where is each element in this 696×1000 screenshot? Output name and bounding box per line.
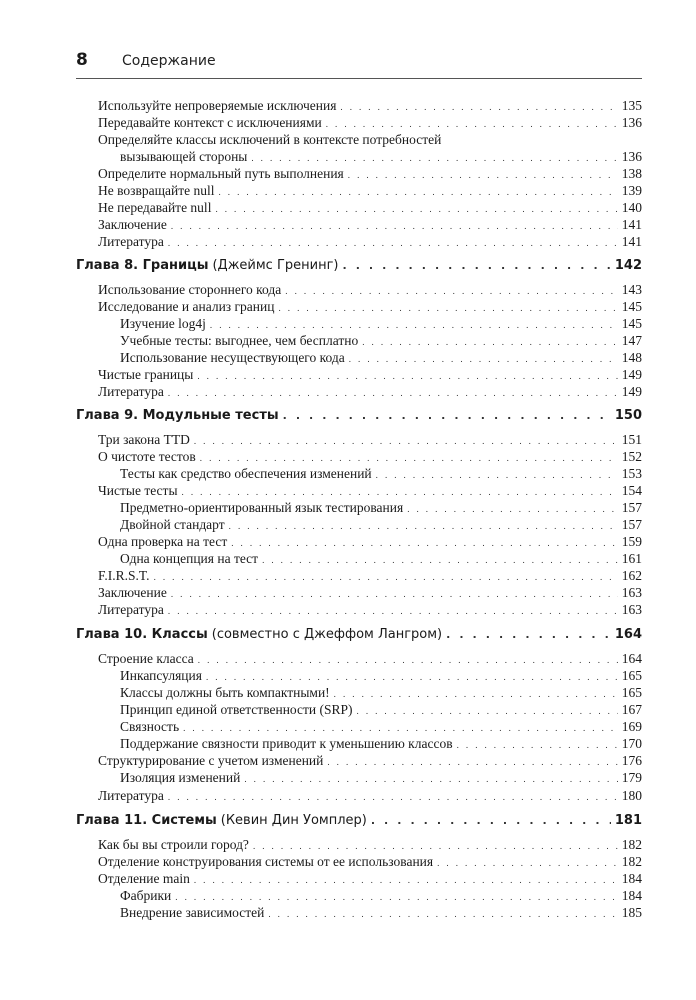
toc-entry-title: Литература bbox=[98, 234, 164, 249]
leader-dots bbox=[268, 906, 617, 923]
section-title: Содержание bbox=[122, 53, 216, 69]
toc-entry bbox=[98, 165, 642, 182]
toc-entry bbox=[120, 465, 642, 482]
toc-entry-page: 136 bbox=[621, 115, 642, 130]
toc-chapter bbox=[76, 811, 642, 831]
toc-entry bbox=[120, 701, 642, 718]
toc-entry-title: Определите нормальный путь выполнения bbox=[98, 166, 344, 181]
toc-entry-title: Использование стороннего кода bbox=[98, 282, 282, 297]
leader-dots bbox=[168, 235, 618, 252]
toc-entry-page: 184 bbox=[621, 871, 642, 886]
toc-entry-page: 149 bbox=[621, 367, 642, 382]
toc-entry bbox=[98, 216, 642, 233]
toc-entry-page: 154 bbox=[621, 483, 642, 498]
toc-chapter bbox=[76, 256, 642, 276]
toc-entry-page: 141 bbox=[621, 217, 642, 232]
toc-entry bbox=[98, 836, 642, 853]
chapter-title: Глава 11. Системы bbox=[76, 813, 217, 828]
toc-entry-page: 184 bbox=[621, 888, 642, 903]
toc-entry-page: 182 bbox=[621, 837, 642, 852]
chapter-page: 142 bbox=[614, 258, 642, 273]
toc-entry-title: Тесты как средство обеспечения изменений bbox=[120, 466, 372, 481]
toc-entry-title: вызывающей стороны bbox=[120, 149, 248, 164]
toc-entry-title: Предметно-ориентированный язык тестирования bbox=[120, 500, 404, 515]
chapter-page: 164 bbox=[614, 627, 642, 642]
toc-entry-title: Структурирование с учетом изменений bbox=[98, 753, 324, 768]
toc-entry-title: Чистые тесты bbox=[98, 483, 178, 498]
toc-entry-title-line1: Определяйте классы исключений в контексте потребностей bbox=[98, 132, 442, 147]
toc-entry-page: 170 bbox=[621, 736, 642, 751]
toc-entry-page: 153 bbox=[621, 466, 642, 481]
toc-entry bbox=[98, 870, 642, 887]
toc-entry-title: Заключение bbox=[98, 217, 167, 232]
toc-entry-title: Одна проверка на тест bbox=[98, 534, 228, 549]
toc-entry-page: 143 bbox=[621, 282, 642, 297]
toc-entry-title: Принцип единой ответственности (SRP) bbox=[120, 702, 353, 717]
toc-entry bbox=[98, 199, 642, 216]
toc-entry bbox=[98, 431, 642, 448]
toc-entry bbox=[98, 448, 642, 465]
toc-entry bbox=[120, 887, 642, 904]
toc-entry bbox=[120, 516, 642, 533]
toc-entry-page: 159 bbox=[621, 534, 642, 549]
leader-dots bbox=[446, 625, 611, 645]
toc-entry-page: 145 bbox=[621, 299, 642, 314]
toc-entry-page: 152 bbox=[621, 449, 642, 464]
toc-chapter bbox=[76, 406, 642, 426]
toc-entry bbox=[98, 366, 642, 383]
toc-entry bbox=[120, 667, 642, 684]
toc-entry-title: Литература bbox=[98, 788, 164, 803]
toc-entry-page: 157 bbox=[621, 517, 642, 532]
toc-entry-page: 165 bbox=[621, 668, 642, 683]
toc-entry bbox=[120, 550, 642, 567]
chapter-title: Глава 10. Классы bbox=[76, 627, 208, 642]
toc-entry bbox=[98, 787, 642, 804]
toc-entry bbox=[98, 752, 642, 769]
toc-entry bbox=[120, 904, 642, 921]
toc-entry bbox=[120, 332, 642, 349]
chapter-title: Глава 8. Границы bbox=[76, 258, 209, 273]
toc-entry-page: 164 bbox=[621, 651, 642, 666]
leader-dots bbox=[168, 789, 618, 806]
toc-entry-title: Литература bbox=[98, 384, 164, 399]
toc-entry-page: 169 bbox=[621, 719, 642, 734]
toc-entry-page: 162 bbox=[621, 568, 642, 583]
running-header bbox=[76, 50, 642, 72]
leader-dots bbox=[283, 406, 611, 426]
toc-entry-page: 138 bbox=[621, 166, 642, 181]
chapter-author: (Джеймс Гренинг) bbox=[212, 258, 339, 273]
toc-entry-title: Классы должны быть компактными! bbox=[120, 685, 330, 700]
toc-entry bbox=[120, 684, 642, 701]
toc-entry bbox=[98, 114, 642, 131]
toc-entry-page: 157 bbox=[621, 500, 642, 515]
toc-entry bbox=[120, 769, 642, 786]
toc-entry-title: F.I.R.S.T. bbox=[98, 568, 150, 583]
toc-entry-title: Литература bbox=[98, 602, 164, 617]
toc-entry bbox=[98, 650, 642, 667]
toc-entry-page: 136 bbox=[621, 149, 642, 164]
toc-entry-page: 176 bbox=[621, 753, 642, 768]
toc-entry-title: Изоляция изменений bbox=[120, 770, 241, 785]
toc-entry-title: Фабрики bbox=[120, 888, 172, 903]
toc-entry bbox=[120, 148, 642, 165]
toc-entry-title: Использование несуществующего кода bbox=[120, 350, 345, 365]
toc-entry-page: 145 bbox=[621, 316, 642, 331]
toc-entry-page: 182 bbox=[621, 854, 642, 869]
toc-entry-title: Связность bbox=[120, 719, 180, 734]
toc-entry-page: 161 bbox=[621, 551, 642, 566]
toc-entry bbox=[98, 281, 642, 298]
leader-dots bbox=[342, 256, 610, 276]
toc-entry-title: Изучение log4j bbox=[120, 316, 206, 331]
toc-entry-title: Одна концепция на тест bbox=[120, 551, 259, 566]
toc-entry-title: Как бы вы строили город? bbox=[98, 837, 249, 852]
toc-entry-page: 141 bbox=[621, 234, 642, 249]
toc-entry-page: 167 bbox=[621, 702, 642, 717]
page-number: 8 bbox=[76, 50, 88, 70]
toc-entry-page: 140 bbox=[621, 200, 642, 215]
toc-entry bbox=[98, 233, 642, 250]
leader-dots bbox=[371, 811, 611, 831]
leader-dots bbox=[244, 771, 617, 788]
toc-entry-title: Три закона TTD bbox=[98, 432, 190, 447]
toc-entry bbox=[98, 584, 642, 601]
toc-entry-title: Инкапсуляция bbox=[120, 668, 202, 683]
toc-entry-title: Не передавайте null bbox=[98, 200, 212, 215]
toc-entry bbox=[98, 182, 642, 199]
toc-entry-page: 180 bbox=[621, 788, 642, 803]
toc-entry-page: 147 bbox=[621, 333, 642, 348]
toc-entry bbox=[120, 718, 642, 735]
toc-entry bbox=[98, 97, 642, 114]
leader-dots bbox=[168, 385, 618, 402]
toc-entry-title: Используйте непроверяемые исключения bbox=[98, 98, 337, 113]
chapter-page: 181 bbox=[614, 813, 642, 828]
toc-entry-page: 163 bbox=[621, 602, 642, 617]
toc-entry-title: Исследование и анализ границ bbox=[98, 299, 275, 314]
toc-entry bbox=[98, 482, 642, 499]
toc-entry-title: Отделение main bbox=[98, 871, 190, 886]
toc-entry-title: О чистоте тестов bbox=[98, 449, 196, 464]
toc-chapter bbox=[76, 625, 642, 645]
toc-entry-page: 149 bbox=[621, 384, 642, 399]
chapter-author: (Кевин Дин Уомплер) bbox=[220, 813, 367, 828]
toc-entry-title: Чистые границы bbox=[98, 367, 194, 382]
chapter-title: Глава 9. Модульные тесты bbox=[76, 408, 279, 423]
toc-entry-page: 151 bbox=[621, 432, 642, 447]
toc-entry-page: 148 bbox=[621, 350, 642, 365]
toc-entry bbox=[98, 383, 642, 400]
toc-entry bbox=[98, 567, 642, 584]
toc-entry-title: Отделение конструирования системы от ее использования bbox=[98, 854, 434, 869]
toc-entry-title: Передавайте контекст с исключениями bbox=[98, 115, 322, 130]
header-rule bbox=[76, 78, 642, 79]
toc-entry-page: 135 bbox=[621, 98, 642, 113]
toc-entry bbox=[120, 315, 642, 332]
chapter-author: (совместно с Джеффом Лангром) bbox=[211, 627, 443, 642]
toc-entry-title: Заключение bbox=[98, 585, 167, 600]
toc-entry-page: 185 bbox=[621, 905, 642, 920]
toc-entry-title: Строение класса bbox=[98, 651, 194, 666]
chapter-page: 150 bbox=[614, 408, 642, 423]
toc-entry bbox=[98, 601, 642, 618]
leader-dots bbox=[168, 603, 618, 620]
toc-entry bbox=[120, 499, 642, 516]
toc-entry-title: Поддержание связности приводит к уменьшению классов bbox=[120, 736, 453, 751]
toc-entry bbox=[98, 533, 642, 550]
toc-entry bbox=[98, 298, 642, 315]
toc-entry-title: Учебные тесты: выгоднее, чем бесплатно bbox=[120, 333, 359, 348]
toc-entry-title: Внедрение зависимостей bbox=[120, 905, 265, 920]
toc-entry bbox=[98, 853, 642, 870]
toc-entry-page: 179 bbox=[621, 770, 642, 785]
toc-entry-page: 139 bbox=[621, 183, 642, 198]
toc-entry-page: 165 bbox=[621, 685, 642, 700]
toc-entry bbox=[120, 735, 642, 752]
toc-entry-title: Не возвращайте null bbox=[98, 183, 215, 198]
toc-entry bbox=[120, 349, 642, 366]
toc-entry-title: Двойной стандарт bbox=[120, 517, 225, 532]
toc-entry-page: 163 bbox=[621, 585, 642, 600]
